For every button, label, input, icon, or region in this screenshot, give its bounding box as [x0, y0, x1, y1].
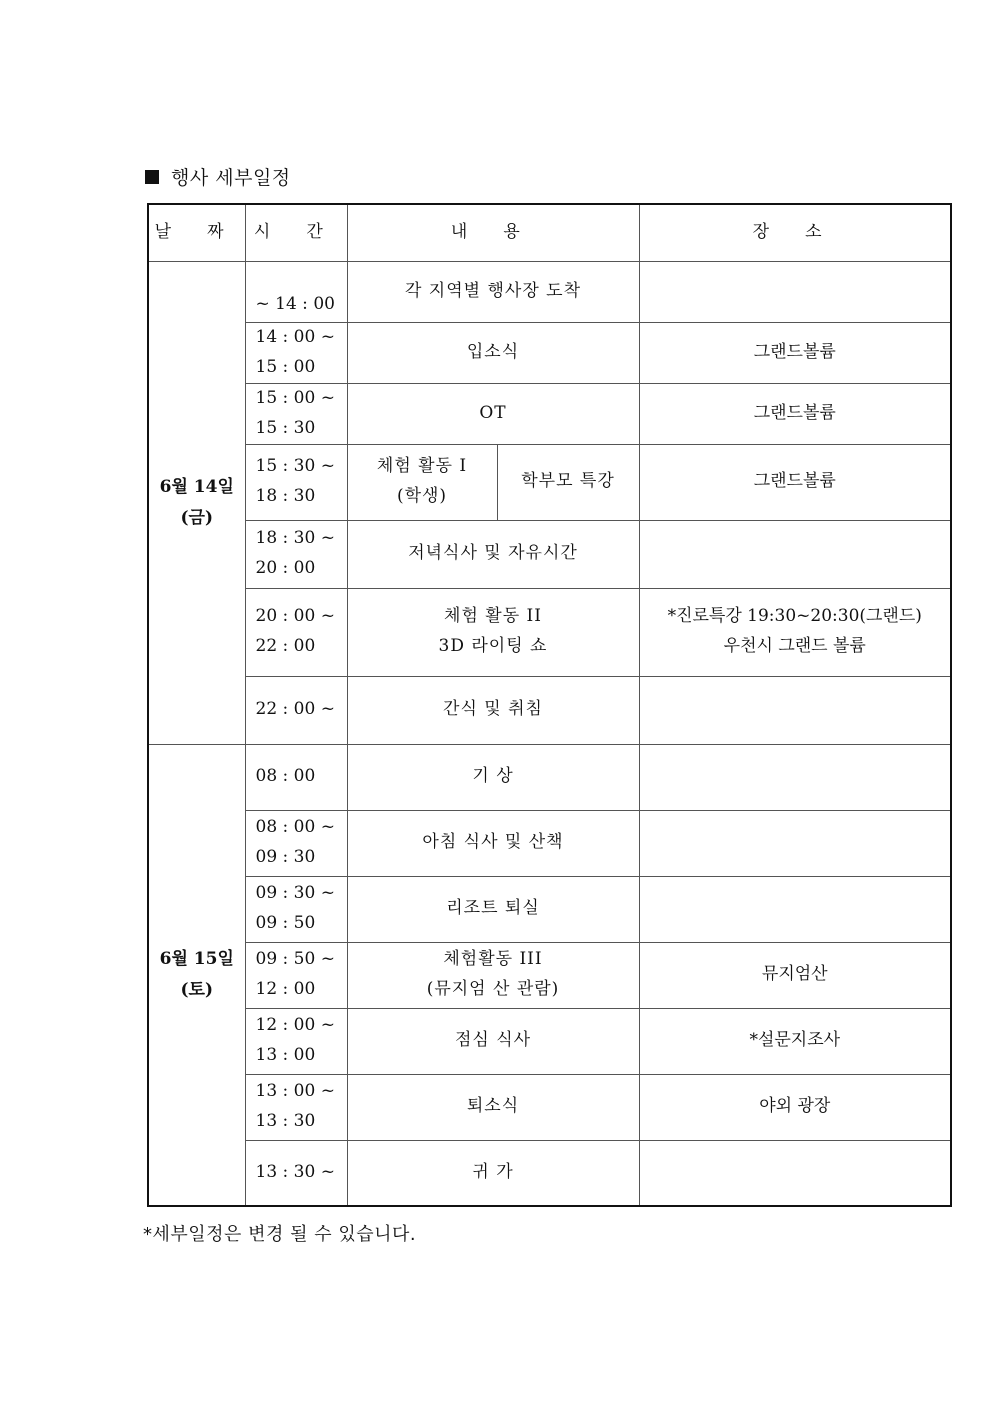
- header-row: [148, 204, 951, 261]
- content-cell: 입소식: [347, 322, 639, 383]
- content-line: 체험 활동 I: [376, 456, 468, 477]
- time-cell: [245, 322, 347, 383]
- time-end: 20 : 00: [255, 558, 316, 578]
- table-row: [148, 383, 951, 444]
- time-cell: [245, 444, 347, 520]
- time-cell: [245, 876, 347, 942]
- content-line: 3D 라이팅 쇼: [438, 636, 548, 656]
- table-row: [148, 261, 951, 322]
- content-cell: 점심 식사: [347, 1008, 639, 1074]
- time-start: 22 : 00 ~: [255, 699, 335, 720]
- time-end: 09 : 50: [255, 913, 316, 933]
- place-cell: [639, 810, 951, 876]
- table-row: [148, 676, 951, 744]
- header-content: 내 용: [347, 204, 639, 261]
- table-row: [148, 744, 951, 810]
- content-line: (학생): [396, 486, 448, 506]
- time-end: 13 : 30: [255, 1111, 316, 1131]
- time-cell: [245, 383, 347, 444]
- content-cell-student: [347, 444, 497, 520]
- table-row: [148, 1008, 951, 1074]
- time-end: 12 : 00: [255, 979, 316, 999]
- time-start: 08 : 00 ~: [255, 817, 335, 838]
- place-line: *진로특강 19:30~20:30(그랜드): [667, 606, 922, 627]
- date-cell-day2: [148, 744, 245, 1206]
- place-cell: [639, 744, 951, 810]
- time-start: ~ 14 : 00: [255, 293, 335, 314]
- place-cell: 뮤지엄산: [639, 942, 951, 1008]
- place-cell: [639, 676, 951, 744]
- time-end: 15 : 00: [255, 356, 316, 377]
- content-cell: 간식 및 취침: [347, 676, 639, 744]
- time-start: 15 : 00 ~: [255, 387, 335, 408]
- table-row: [148, 876, 951, 942]
- time-cell: [245, 1140, 347, 1206]
- place-cell: [639, 588, 951, 676]
- date-cell-day1: [148, 261, 245, 744]
- content-line: (뮤지엄 산 관람): [426, 979, 560, 999]
- time-cell: [245, 1074, 347, 1140]
- time-cell: [245, 520, 347, 588]
- content-cell-parent: 학부모 특강: [497, 444, 639, 520]
- time-end: 09 : 30: [255, 847, 316, 867]
- time-start: 13 : 00 ~: [255, 1081, 335, 1102]
- table-row: [148, 520, 951, 588]
- place-cell: *설문지조사: [639, 1008, 951, 1074]
- place-cell: 그랜드볼륨: [639, 444, 951, 520]
- time-end: 18 : 30: [255, 486, 316, 506]
- time-end: 15 : 30: [255, 417, 316, 438]
- time-start: 13 : 30 ~: [255, 1161, 335, 1182]
- time-cell: [245, 744, 347, 810]
- time-start: 18 : 30 ~: [255, 528, 335, 549]
- place-cell: [639, 876, 951, 942]
- section-heading: [145, 163, 291, 190]
- content-cell: [347, 942, 639, 1008]
- table-row: [148, 810, 951, 876]
- content-cell: 각 지역별 행사장 도착: [347, 261, 639, 322]
- header-place: 장 소: [639, 204, 951, 261]
- place-line: 우천시 그랜드 볼륨: [723, 636, 866, 656]
- content-cell: 아침 식사 및 산책: [347, 810, 639, 876]
- schedule-table: [147, 203, 952, 1207]
- time-start: 09 : 30 ~: [255, 883, 335, 904]
- place-cell: [639, 1140, 951, 1206]
- table-row: [148, 322, 951, 383]
- weekday-line: (금): [180, 507, 213, 528]
- header-date: 날 짜: [148, 204, 245, 261]
- time-start: 20 : 00 ~: [255, 606, 335, 627]
- time-cell: [245, 676, 347, 744]
- place-cell: [639, 261, 951, 322]
- content-cell: OT: [347, 383, 639, 444]
- content-cell: 리조트 퇴실: [347, 876, 639, 942]
- place-cell: 야외 광장: [639, 1074, 951, 1140]
- time-cell: [245, 261, 347, 322]
- table-row: [148, 1140, 951, 1206]
- time-start: 14 : 00 ~: [255, 326, 335, 347]
- content-cell: 귀 가: [347, 1140, 639, 1206]
- table-row: [148, 444, 951, 520]
- header-time: 시 간: [245, 204, 347, 261]
- place-cell: [639, 520, 951, 588]
- time-start: 08 : 00: [255, 766, 316, 787]
- time-start: 12 : 00 ~: [255, 1015, 335, 1036]
- date-line: 6월 15일: [159, 949, 234, 970]
- content-line: 체험 활동 II: [444, 606, 542, 627]
- table-row: [148, 588, 951, 676]
- table-row: [148, 942, 951, 1008]
- time-cell: [245, 942, 347, 1008]
- content-cell: 저녁식사 및 자유시간: [347, 520, 639, 588]
- content-cell: [347, 588, 639, 676]
- heading-text: 행사 세부일정: [171, 167, 291, 189]
- weekday-line: (토): [180, 979, 213, 1000]
- square-bullet-icon: [145, 170, 159, 184]
- footnote: *세부일정은 변경 될 수 있습니다.: [143, 1224, 417, 1245]
- time-start: 15 : 30 ~: [255, 456, 335, 477]
- time-start: 09 : 50 ~: [255, 949, 335, 970]
- table-row: [148, 1074, 951, 1140]
- date-line: 6월 14일: [159, 476, 234, 497]
- content-cell: 퇴소식: [347, 1074, 639, 1140]
- place-cell: 그랜드볼륨: [639, 383, 951, 444]
- time-end: 13 : 00: [255, 1045, 316, 1065]
- time-cell: [245, 1008, 347, 1074]
- time-cell: [245, 588, 347, 676]
- content-cell: 기 상: [347, 744, 639, 810]
- time-end: 22 : 00: [255, 636, 316, 656]
- place-cell: 그랜드볼륨: [639, 322, 951, 383]
- content-line: 체험활동 III: [443, 949, 543, 970]
- time-cell: [245, 810, 347, 876]
